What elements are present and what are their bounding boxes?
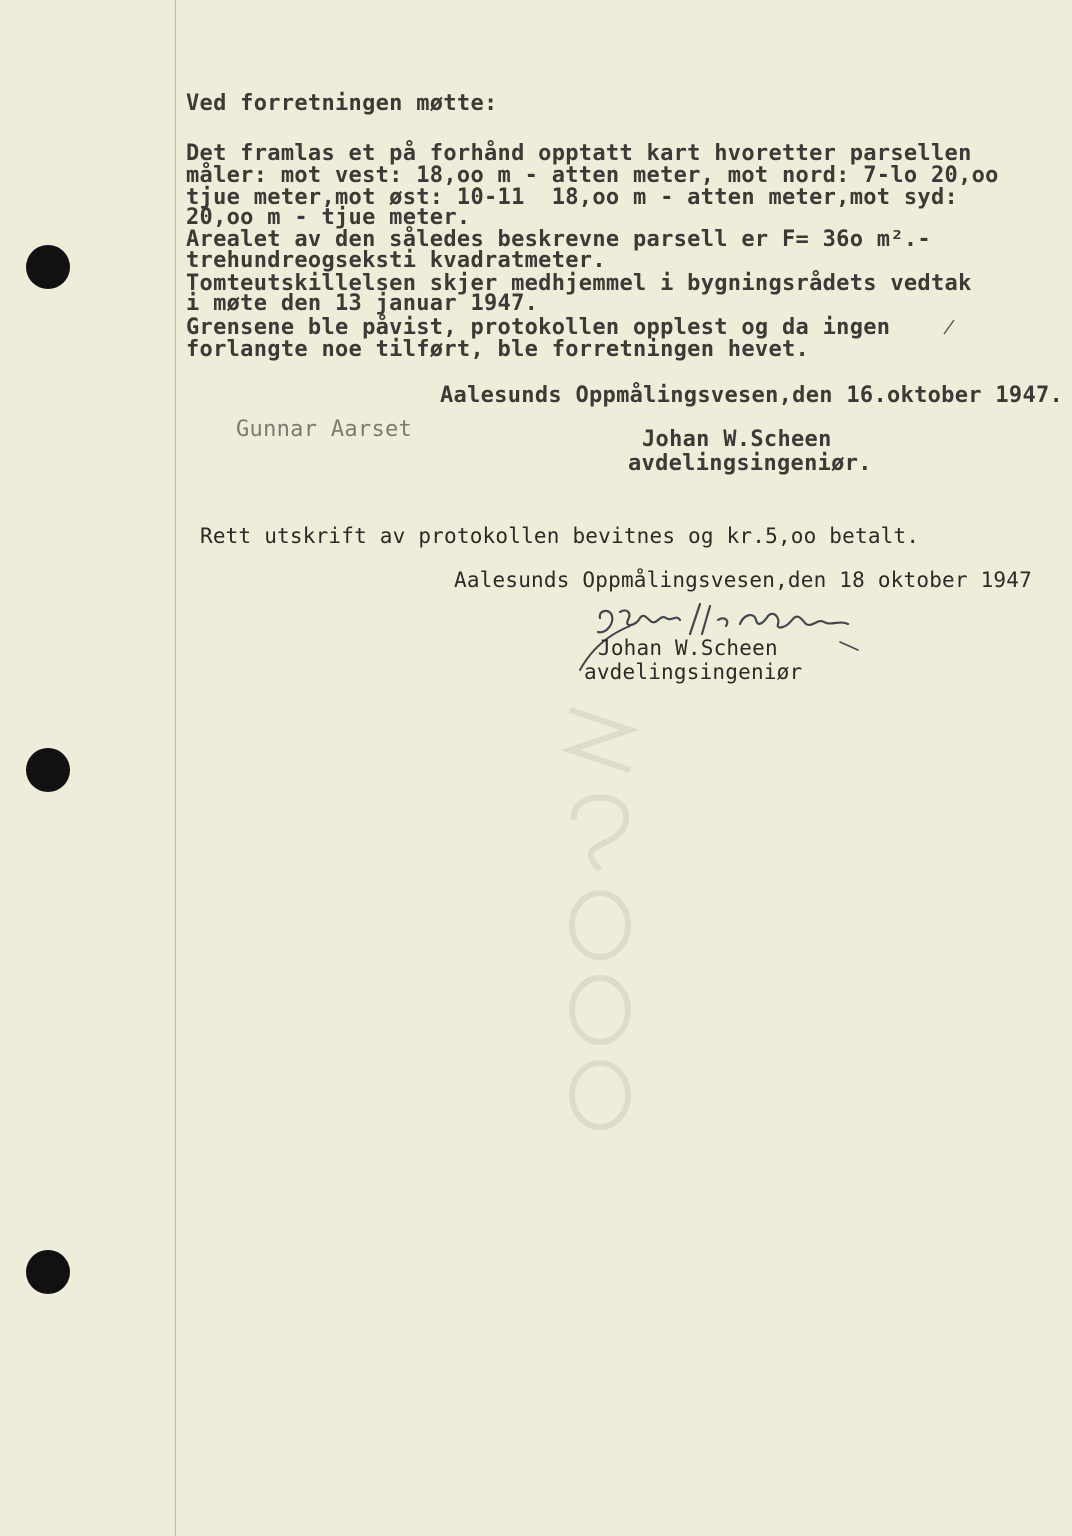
paragraph-line-9: Grensene ble påvist, protokollen opplest og da ingen [186,315,891,340]
signer-title-2: avdelingsingeniør [584,660,803,684]
paragraph-line-4: 20,oo m - tjue meter. [186,205,471,230]
signer-name-2: Johan W.Scheen [598,636,778,660]
watermark-shapes [540,690,660,1150]
place-date-2: Aalesunds Oppmålingsvesen,den 18 oktober 1947 [454,568,1032,592]
paragraph-line-10: forlangte noe tilført, ble forretningen hevet. [186,337,810,362]
paragraph-line-8: i møte den 13 januar 1947. [186,291,539,316]
paragraph-line-5: Arealet av den således beskrevne parsell er F= 36o m².- [186,227,931,252]
signer-name-1: Johan W.Scheen [642,427,832,452]
paragraph-line-3: tjue meter,mot øst: 10-11 18,oo m - atten meter,mot syd: [186,185,959,210]
paragraph-line-6: trehundreogseksti kvadratmeter. [186,248,606,273]
signer-title-1: avdelingsingeniør. [628,451,872,476]
paragraph-line-1: Det framlas et på forhånd opptatt kart hvoretter parsellen [186,141,972,166]
margin-rule [175,0,176,1536]
certification-line: Rett utskrift av protokollen bevitnes og kr.5,oo betalt. [200,524,920,548]
punch-hole-middle [26,748,70,792]
witness-name: Gunnar Aarset [236,417,413,442]
pencil-mark [940,318,958,336]
paragraph-line-2: måler: mot vest: 18,oo m - atten meter, mot nord: 7-lo 20,oo [186,163,999,188]
heading-line: Ved forretningen møtte: [186,91,498,116]
punch-hole-bottom [26,1250,70,1294]
punch-hole-top [26,245,70,289]
paragraph-line-7: Tomteutskillelsen skjer medhjemmel i bygningsrådets vedtak [186,271,972,296]
place-date-1: Aalesunds Oppmålingsvesen,den 16.oktober 1947. [440,383,1064,408]
